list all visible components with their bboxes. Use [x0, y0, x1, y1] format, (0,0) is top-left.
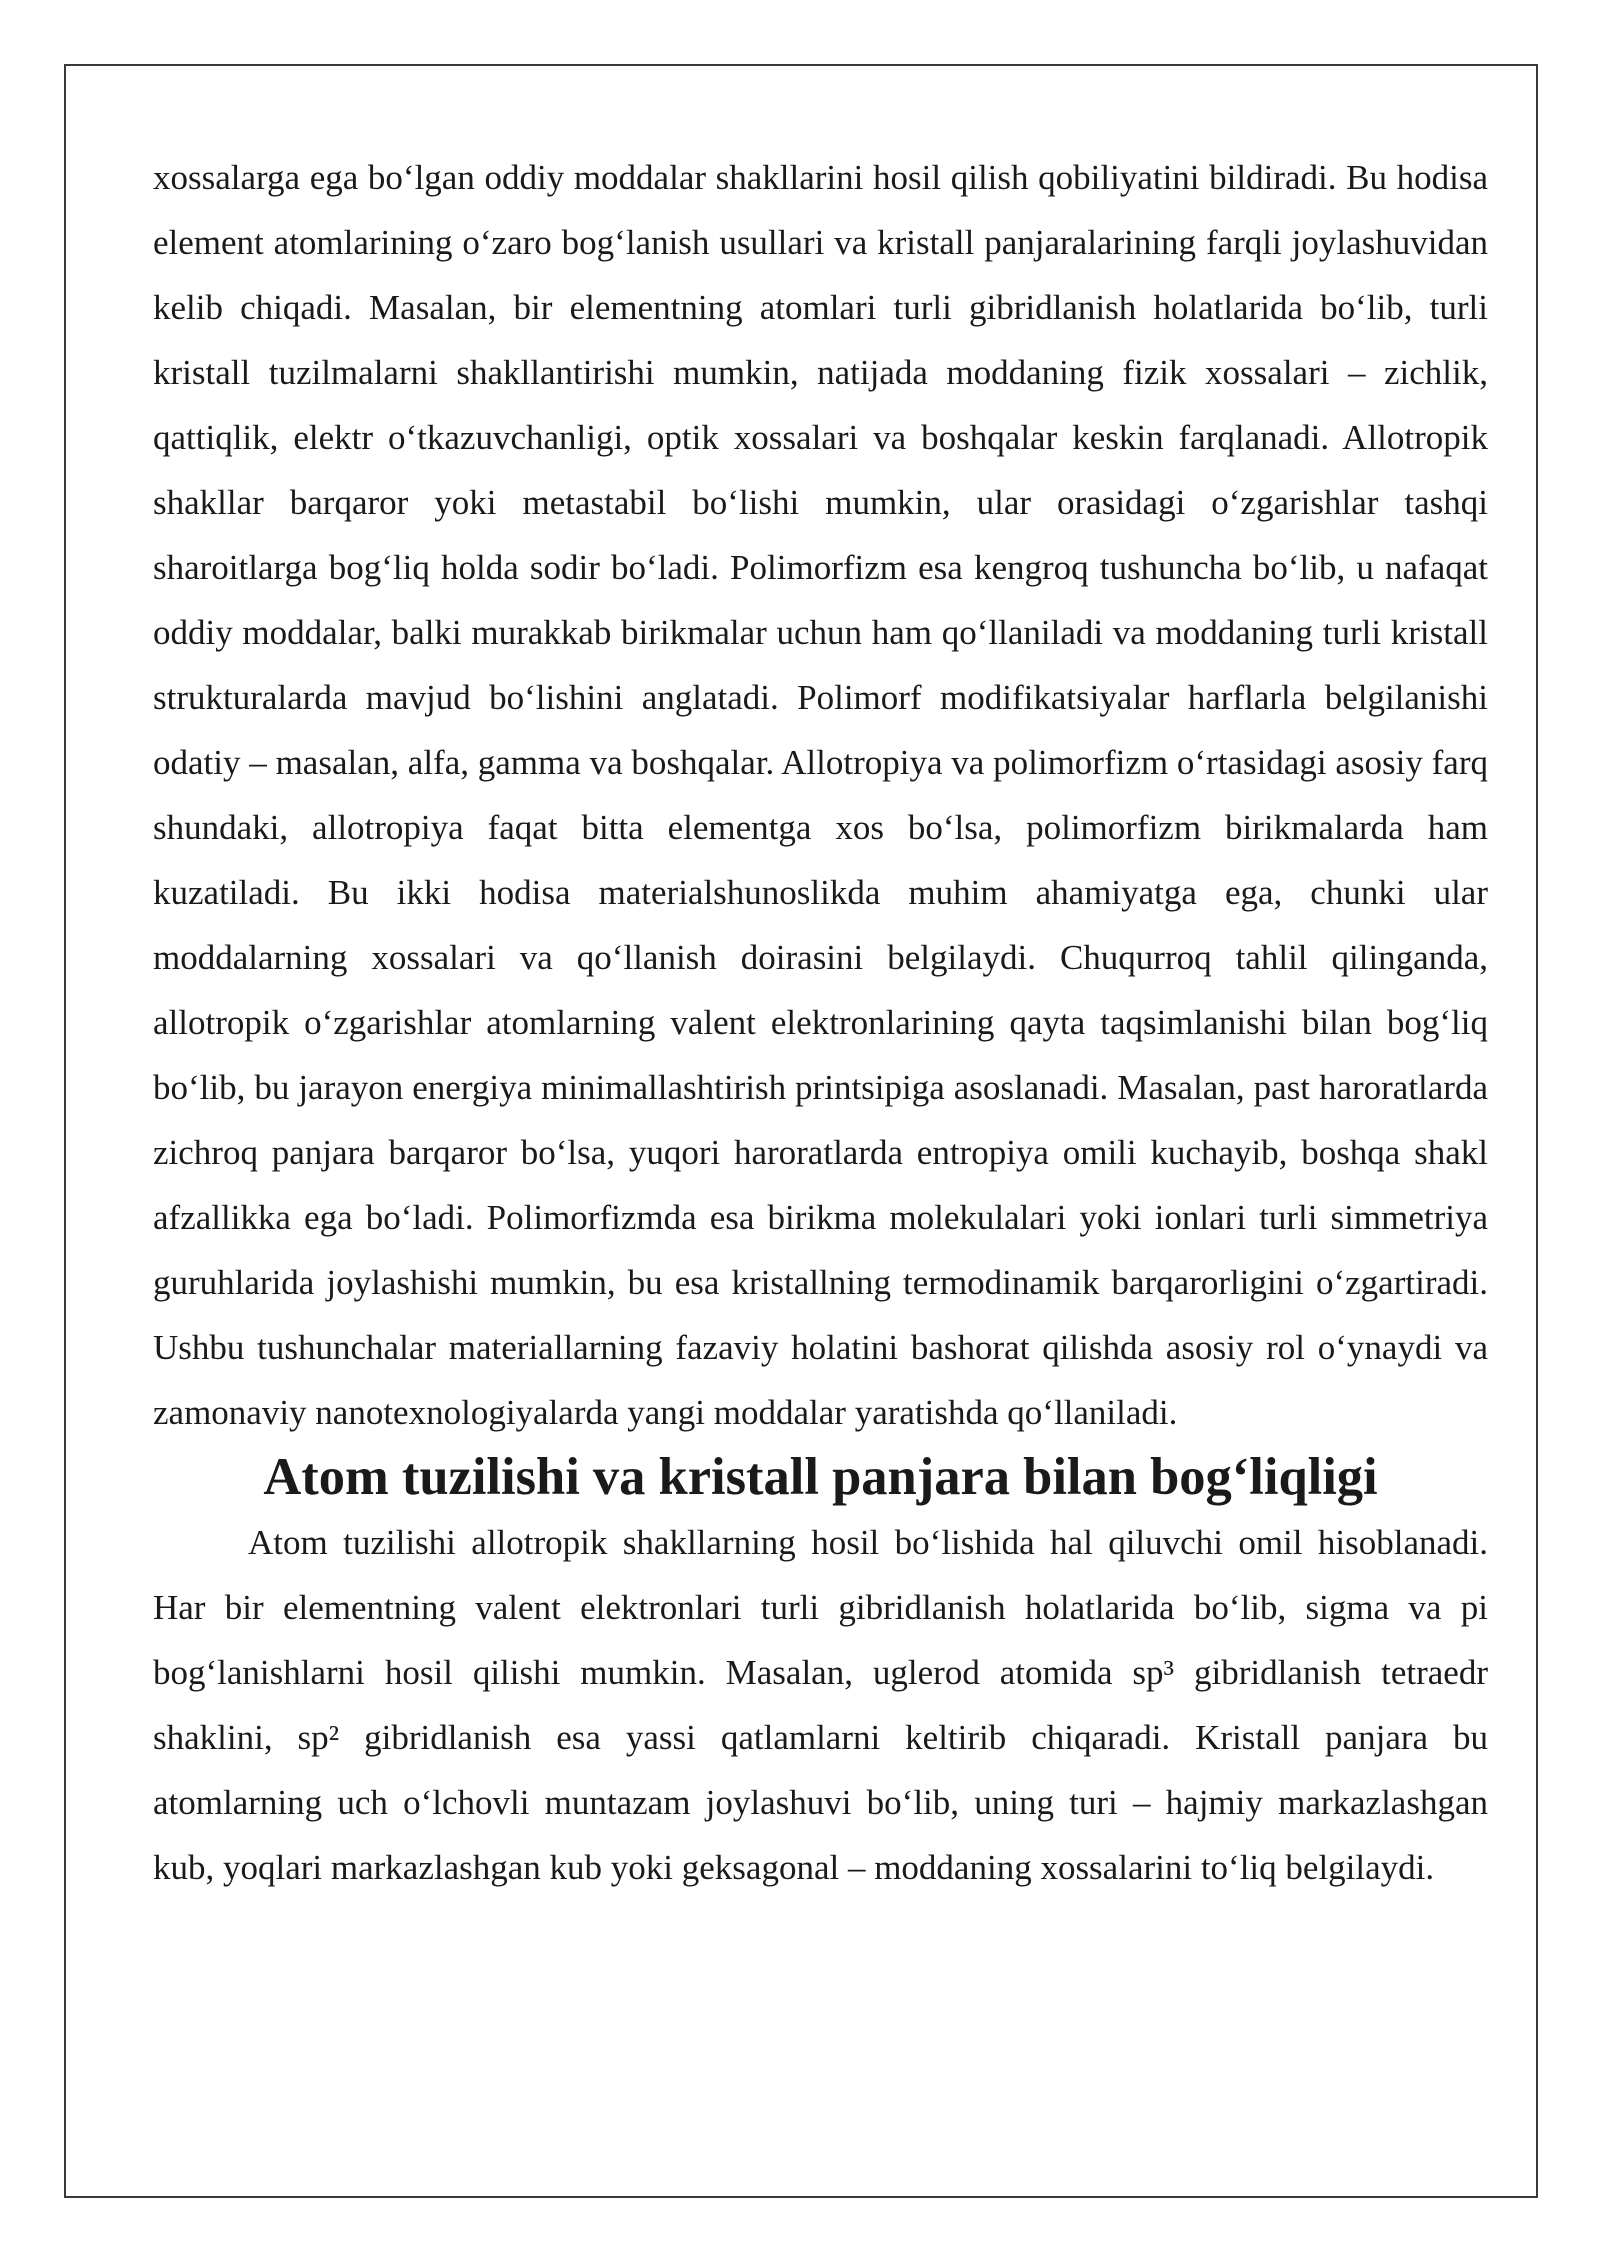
- body-paragraph: xossalarga ega bo‘lgan oddiy moddalar shakllarini hosil qilish qobiliyatini bildiradi. Bu hodisa element atomlarining o‘zaro bog‘lanish usullari va kristall panjaralarining farqli joylashuvidan kelib chiqadi. Masalan, bir elementning atomlari turli gibridlanish holatlarida bo‘lib, turli kristall tuzilmalarni shakllantirishi mumkin, natijada moddaning fizik xossalari – zichlik, qattiqlik, elektr o‘tkazuvchanligi, optik xossalari va boshqalar keskin farqlanadi. Allotropik shakllar barqaror yoki metastabil bo‘lishi mumkin, ular orasidagi o‘zgarishlar tashqi sharoitlarga bog‘liq holda sodir bo‘ladi. Polimorfizm esa kengroq tushuncha bo‘lib, u nafaqat oddiy moddalar, balki murakkab birikmalar uchun ham qo‘llaniladi va moddaning turli kristall strukturalarda mavjud bo‘lishini anglatadi. Polimorf modifikatsiyalar harflarla belgilanishi odatiy – masalan, alfa, gamma va boshqalar. Allotropiya va polimorfizm o‘rtasidagi asosiy farq shundaki, allotropiya faqat bitta elementga xos bo‘lsa, polimorfizm birikmalarda ham kuzatiladi. Bu ikki hodisa materialshunoslikda muhim ahamiyatga ega, chunki ular moddalarning xossalari va qo‘llanish doirasini belgilaydi. Chuqurroq tahlil qilinganda, allotropik o‘zgarishlar atomlarning valent elektronlarining qayta taqsimlanishi bilan bog‘liq bo‘lib, bu jarayon energiya minimallashtirish printsipiga asoslanadi. Masalan, past haroratlarda zichroq panjara barqaror bo‘lsa, yuqori haroratlarda entropiya omili kuchayib, boshqa shakl afzallikka ega bo‘ladi. Polimorfizmda esa birikma molekulalari yoki ionlari turli simmetriya guruhlarida joylashishi mumkin, bu esa kristallning termodinamik barqarorligini o‘zgartiradi. Ushbu tushunchalar materiallarning fazaviy holatini bashorat qilishda asosiy rol o‘ynaydi va zamonaviy nanotexnologiyalarda yangi moddalar yaratishda qo‘llaniladi.: [153, 158, 1488, 1432]
- body-paragraph: Atom tuzilishi allotropik shakllarning hosil bo‘lishida hal qiluvchi omil hisoblanadi. Har bir elementning valent elektronlari turli gibridlanish holatlarida bo‘lib, sigma va pi bog‘lanishlarni hosil qilishi mumkin. Masalan, uglerod atomida sp³ gibridlanish tetraedr shaklini, sp² gibridlanish esa yassi qatlamlarni keltirib chiqaradi. Kristall panjara bu atomlarning uch o‘lchovli muntazam joylashuvi bo‘lib, uning turi – hajmiy markazlashgan kub, yoqlari markazlashgan kub yoki geksagonal – moddaning xossalarini to‘liq belgilaydi.: [153, 1523, 1488, 1887]
- document-body: [153, 145, 1488, 1900]
- section-heading: Atom tuzilishi va kristall panjara bilan bog‘liqligi: [263, 1448, 1378, 1506]
